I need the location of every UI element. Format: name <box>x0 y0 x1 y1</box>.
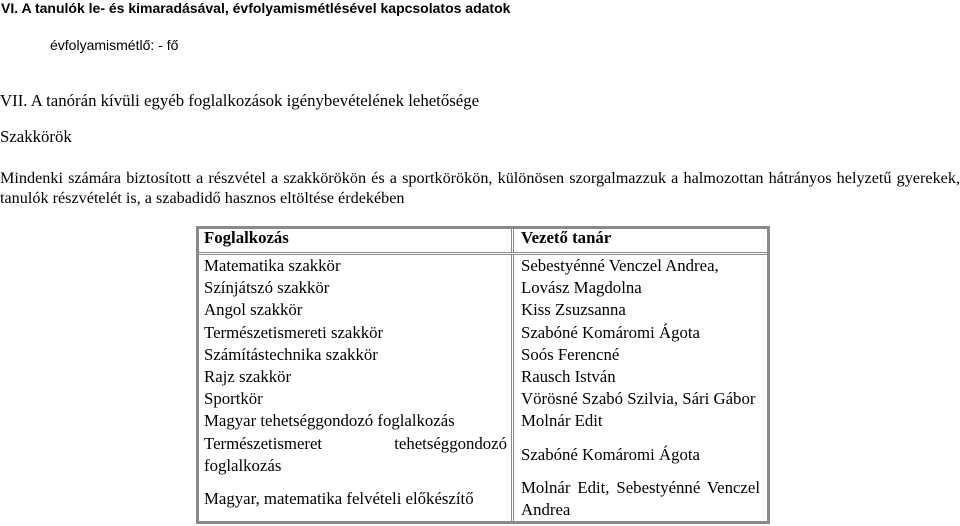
teacher-name: Szabóné Komáromi Ágota <box>521 322 700 342</box>
teacher-cell <box>514 299 767 321</box>
table-row <box>199 433 767 477</box>
section-vi-heading: VI. A tanulók le- és kimaradásával, évfolyamismétlésével kapcsolatos adatok <box>1 0 511 16</box>
teacher-cell <box>514 277 767 299</box>
activity-name: Természetismereti szakkör <box>204 322 384 342</box>
activity-cell <box>199 344 514 366</box>
teacher-cell <box>514 344 767 366</box>
clubs-description-paragraph: Mindenki számára biztosított a részvétel a szakkörökön és a sportkörökön, különösen szorgalmazzuk a halmozottan hátrányos helyzetű gyerekek, tanulók részvételét is, a szabadidő hasznos eltöltése érdekében <box>0 169 960 207</box>
activity-name: Matematika szakkör <box>204 256 341 275</box>
activity-name: Színjátszó szakkör <box>204 278 330 298</box>
activity-cell <box>199 299 514 321</box>
table-row <box>199 366 767 388</box>
teacher-name: Vörösné Szabó Szilvia, Sári Gábor <box>521 389 756 409</box>
activity-cell <box>199 388 514 410</box>
table-row <box>199 255 767 277</box>
teacher-cell <box>514 388 767 410</box>
table-row <box>199 277 767 299</box>
teacher-name: Sebestyénné Venczel Andrea, <box>521 256 719 275</box>
activity-cell <box>199 255 514 277</box>
header-teacher-label: Vezető tanár <box>521 228 612 247</box>
teacher-cell <box>514 322 767 344</box>
teacher-cell <box>514 477 767 521</box>
activity-name: Angol szakkör <box>204 300 303 320</box>
teacher-cell <box>514 366 767 388</box>
activity-cell <box>199 366 514 388</box>
teacher-cell <box>514 433 767 477</box>
header-cell-activity <box>199 229 514 252</box>
header-cell-teacher <box>514 229 767 252</box>
repeaters-count-line: évfolyamismétlő: - fő <box>50 37 179 53</box>
teacher-name: Molnár Edit <box>521 411 603 431</box>
table-row <box>199 477 767 521</box>
teacher-name: Kiss Zsuzsanna <box>521 300 626 320</box>
teacher-name: Szabóné Komáromi Ágota <box>521 444 700 464</box>
table-header-row <box>199 229 767 255</box>
clubs-subheading: Szakkörök <box>0 127 72 146</box>
teacher-name: Soós Ferencné <box>521 344 620 364</box>
activity-name: Számítástechnika szakkör <box>204 344 378 364</box>
table-row <box>199 299 767 321</box>
teacher-name: Molnár Edit, Sebestyénné Venczel Andrea <box>521 478 760 520</box>
activity-cell <box>199 410 514 432</box>
table-row <box>199 388 767 410</box>
header-activity-label: Foglalkozás <box>204 228 289 247</box>
activity-cell <box>199 322 514 344</box>
activity-cell <box>199 433 514 477</box>
section-vii-heading: VII. A tanórán kívüli egyéb foglalkozások igénybevételének lehetősége <box>0 91 480 110</box>
table-row <box>199 322 767 344</box>
activity-name: Magyar tehetséggondozó foglalkozás <box>204 411 455 431</box>
activity-name: Természetismeret tehetséggondozó foglalkozás <box>204 433 507 475</box>
activity-cell <box>199 477 514 521</box>
teacher-name: Rausch István <box>521 367 616 387</box>
activities-table <box>196 226 770 524</box>
table-row <box>199 410 767 432</box>
activity-name: Sportkör <box>204 389 263 409</box>
activity-name: Rajz szakkör <box>204 367 292 387</box>
activity-cell <box>199 277 514 299</box>
table-row <box>199 344 767 366</box>
teacher-name: Lovász Magdolna <box>521 278 642 298</box>
activity-name: Magyar, matematika felvételi előkészítő <box>204 489 474 509</box>
teacher-cell <box>514 410 767 432</box>
teacher-cell <box>514 255 767 277</box>
